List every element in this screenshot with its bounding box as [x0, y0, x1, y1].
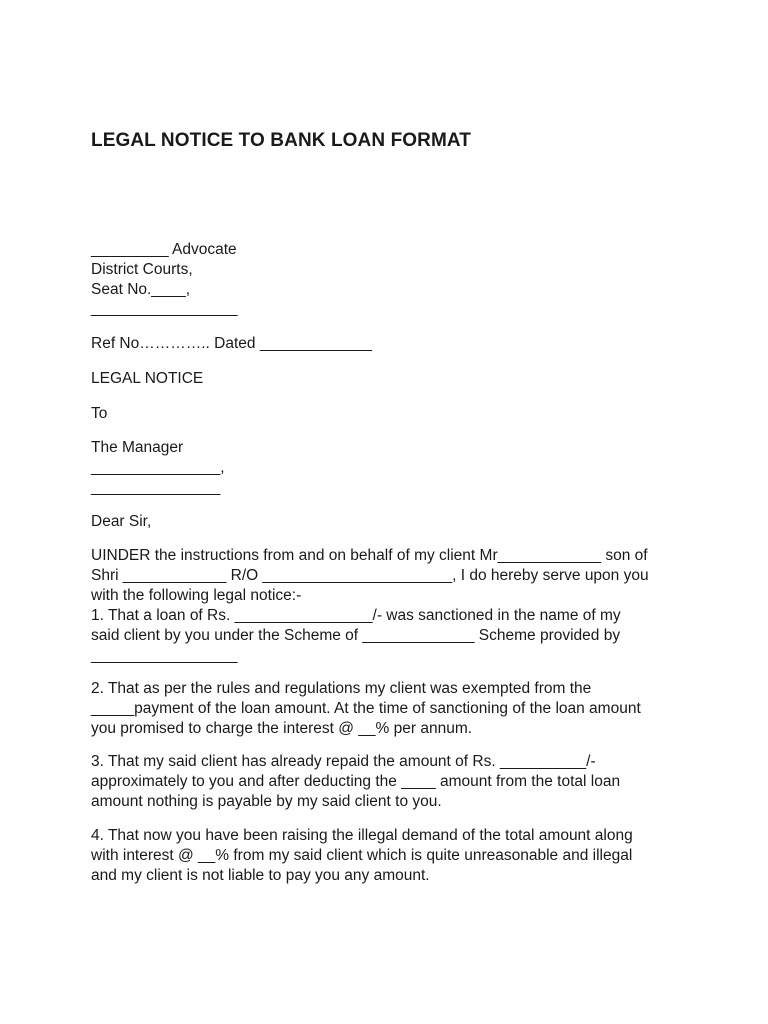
sender-seat-line: Seat No.____, — [91, 280, 191, 298]
reference-line: Ref No………….. Dated _____________ — [91, 335, 372, 352]
sender-court-line: District Courts, — [91, 260, 193, 278]
recipient-title: The Manager — [91, 439, 184, 456]
recipient-blank-line-1: _______________, — [91, 458, 225, 476]
point-1-line: 1. That a loan of Rs. ________________/- was sanctioned in the name of my — [91, 607, 621, 624]
point-3-line: amount nothing is payable by my said client to you. — [91, 792, 442, 810]
point-4-paragraph — [91, 826, 691, 885]
point-2-line: you promised to charge the interest @ __% per annum. — [91, 719, 473, 737]
document-title: LEGAL NOTICE TO BANK LOAN FORMAT — [91, 130, 472, 151]
sender-address — [91, 240, 238, 319]
intro-paragraph — [91, 546, 691, 605]
point-2-paragraph — [91, 679, 691, 738]
point-2-line: 2. That as per the rules and regulations my client was exempted from the — [91, 680, 592, 697]
point-1-line: _________________ — [91, 646, 238, 664]
point-3-paragraph — [91, 752, 691, 811]
point-4-line: and my client is not liable to pay you any amount. — [91, 866, 430, 884]
point-1-paragraph — [91, 606, 691, 665]
point-1-line: said client by you under the Scheme of _____________ Scheme provided by — [91, 626, 621, 644]
point-3-line: approximately to you and after deducting the ____ amount from the total loan — [91, 772, 621, 790]
point-4-line: 4. That now you have been raising the illegal demand of the total amount along — [91, 827, 633, 844]
notice-heading: LEGAL NOTICE — [91, 370, 204, 387]
recipient-blank-line-2: _______________ — [91, 478, 221, 496]
intro-line: Shri ____________ R/O ______________________, I do hereby serve upon you — [91, 566, 649, 584]
point-2-line: _____payment of the loan amount. At the time of sanctioning of the loan amount — [91, 699, 641, 717]
salutation: Dear Sir, — [91, 513, 152, 530]
to-label: To — [91, 405, 108, 422]
point-3-line: 3. That my said client has already repaid the amount of Rs. __________/- — [91, 753, 596, 770]
intro-line: with the following legal notice:- — [91, 586, 302, 604]
intro-line: UINDER the instructions from and on behalf of my client Mr____________ son of — [91, 547, 648, 564]
point-4-line: with interest @ __% from my said client which is quite unreasonable and illegal — [91, 846, 633, 864]
sender-blank-line: _________________ — [91, 300, 238, 318]
sender-advocate-line: _________ Advocate — [91, 241, 237, 258]
recipient-address — [91, 438, 225, 497]
